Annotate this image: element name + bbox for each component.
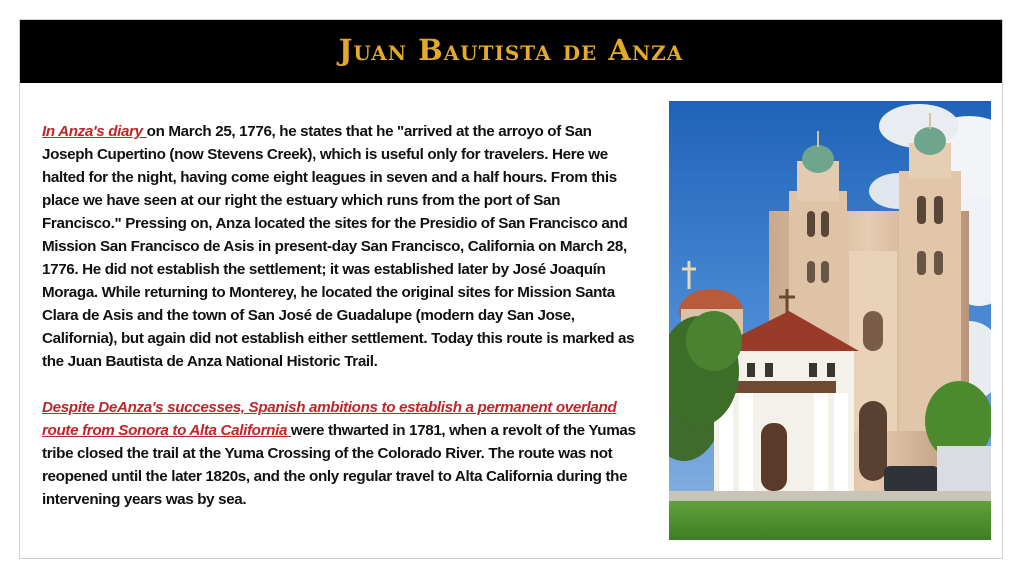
- slide: [19, 19, 1003, 559]
- spanish-ambitions-link[interactable]: Despite DeAnza's successes, Spanish ambitions to establish a permanent overland route from Sonora to Alta California: [42, 399, 617, 439]
- slide-title: Juan Bautista de Anza: [338, 32, 684, 67]
- body-text: [42, 120, 642, 511]
- paragraph-2: [42, 396, 642, 511]
- paragraph-1: [42, 120, 642, 373]
- anza-diary-link[interactable]: In Anza's diary: [42, 123, 147, 140]
- mission-dolores-photo: [669, 101, 991, 540]
- title-bar: [20, 20, 1002, 83]
- paragraph-2-text: were thwarted in 1781, when a revolt of the Yumas tribe closed the trail at the Yuma Crossing of the Colorado River. The route was not reopened until the later 1820s, and the only regular travel to Alta California during the intervening years was by sea.: [42, 422, 636, 508]
- paragraph-1-text: on March 25, 1776, he states that he "arrived at the arroyo of San Joseph Cupertino (now Stevens Creek), which is useful only for travelers. Here we halted for the night, having come eight leagues in seven and a half hours. From this place we have seen at our right the estuary which runs from the port of San Francisco." Pressing on, Anza located the sites for the Presidio of San Francisco and Mission San Francisco de Asis in present-day San Francisco, California on March 28, 1776. He did not establish the settlement; it was established later by José Joaquín Moraga. While returning to Monterey, he located the original sites for Mission Santa Clara de Asis and the town of San José de Guadalupe (modern day San Jose, California), but again did not establish either settlement. Today this route is marked as the Juan Bautista de Anza National Historic Trail.: [42, 123, 635, 370]
